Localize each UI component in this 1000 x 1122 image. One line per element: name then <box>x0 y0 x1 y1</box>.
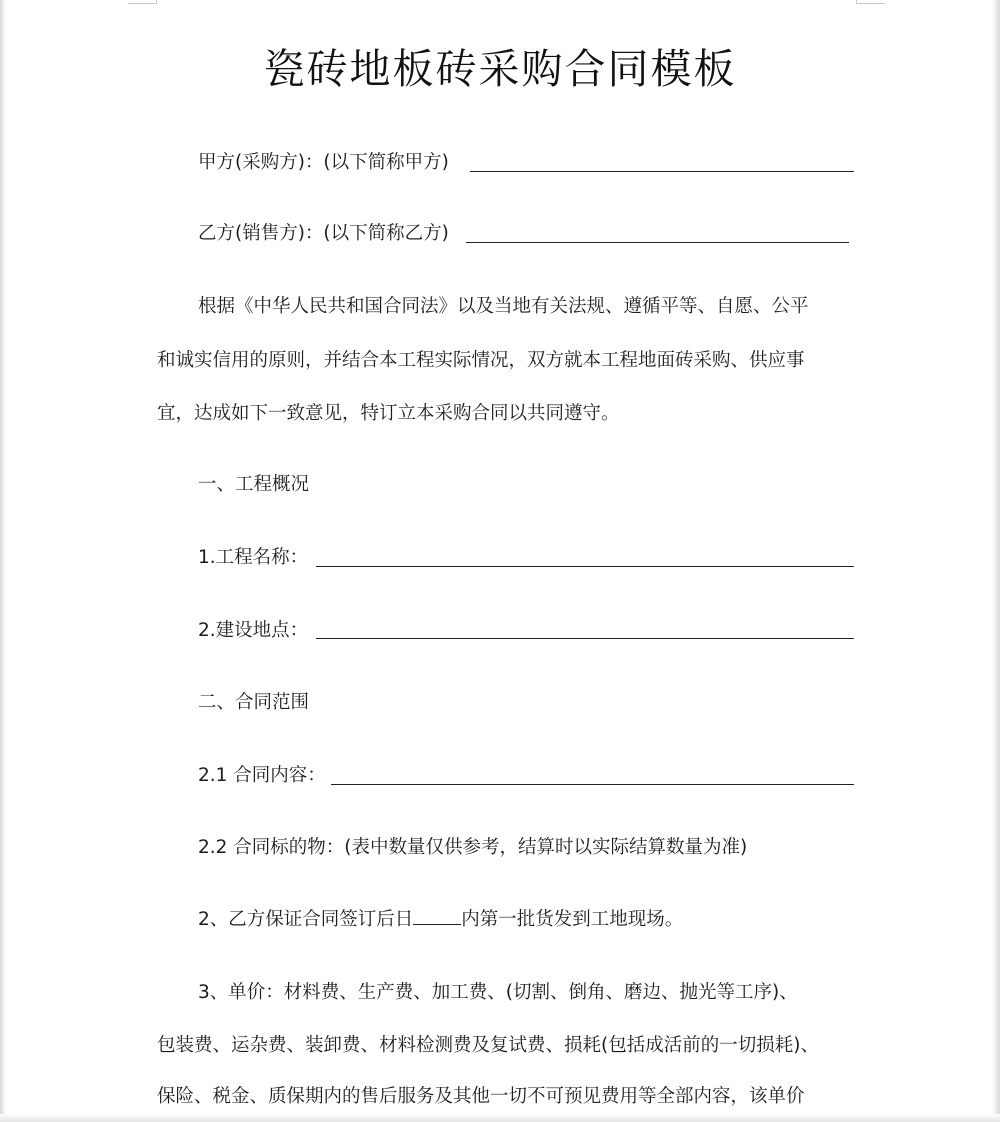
project-site-label: 2.建设地点： <box>198 620 309 641</box>
price-clause-line-2: 包装费、运杂费、装卸费、材料检测费及复试费、损耗(包括成活前的一切损耗)、 <box>157 1035 819 1056</box>
section-1-heading: 一、工程概况 <box>198 474 310 495</box>
contract-content-label: 2.1 合同内容： <box>198 765 326 786</box>
party-b-label: 乙方(销售方)：(以下简称乙方) <box>198 223 449 244</box>
contract-content-blank[interactable] <box>331 784 854 785</box>
price-clause-line-1: 3、单价：材料费、生产费、加工费、(切割、倒角、磨边、抛光等工序)、 <box>198 982 798 1003</box>
project-site-blank[interactable] <box>316 638 854 639</box>
document-title: 瓷砖地板砖采购合同模板 <box>263 45 737 93</box>
project-name-blank[interactable] <box>316 566 854 567</box>
page-left-edge <box>0 0 6 1122</box>
crop-mark-right <box>856 0 885 4</box>
section-2-heading: 二、合同范围 <box>198 692 310 713</box>
page-bottom-edge <box>0 1114 1000 1122</box>
intro-paragraph-line-2: 和诚实信用的原则，并结合本工程实际情况，双方就本工程地面砖采购、供应事 <box>157 350 805 371</box>
party-a-label: 甲方(采购方)：(以下简称甲方) <box>198 152 449 173</box>
delivery-days-blank[interactable] <box>413 908 461 925</box>
price-clause-line-3: 保险、税金、质保期内的售后服务及其他一切不可预见费用等全部内容，该单价 <box>157 1086 805 1107</box>
project-name-label: 1.工程名称： <box>198 547 309 568</box>
delivery-prefix: 2、乙方保证合同签订后日 <box>198 909 414 930</box>
delivery-clause <box>198 905 683 931</box>
contract-subject-line: 2.2 合同标的物：(表中数量仅供参考，结算时以实际结算数量为准) <box>198 837 748 858</box>
party-a-blank[interactable] <box>470 171 854 172</box>
crop-mark-left <box>128 0 157 4</box>
page-right-edge <box>992 0 1000 1122</box>
party-b-blank[interactable] <box>466 242 849 243</box>
intro-paragraph-line-1: 根据《中华人民共和国合同法》以及当地有关法规、遵循平等、自愿、公平 <box>198 296 809 317</box>
delivery-suffix: 内第一批货发到工地现场。 <box>461 909 684 930</box>
intro-paragraph-line-3: 宜，达成如下一致意见，特订立本采购合同以共同遵守。 <box>157 403 620 424</box>
